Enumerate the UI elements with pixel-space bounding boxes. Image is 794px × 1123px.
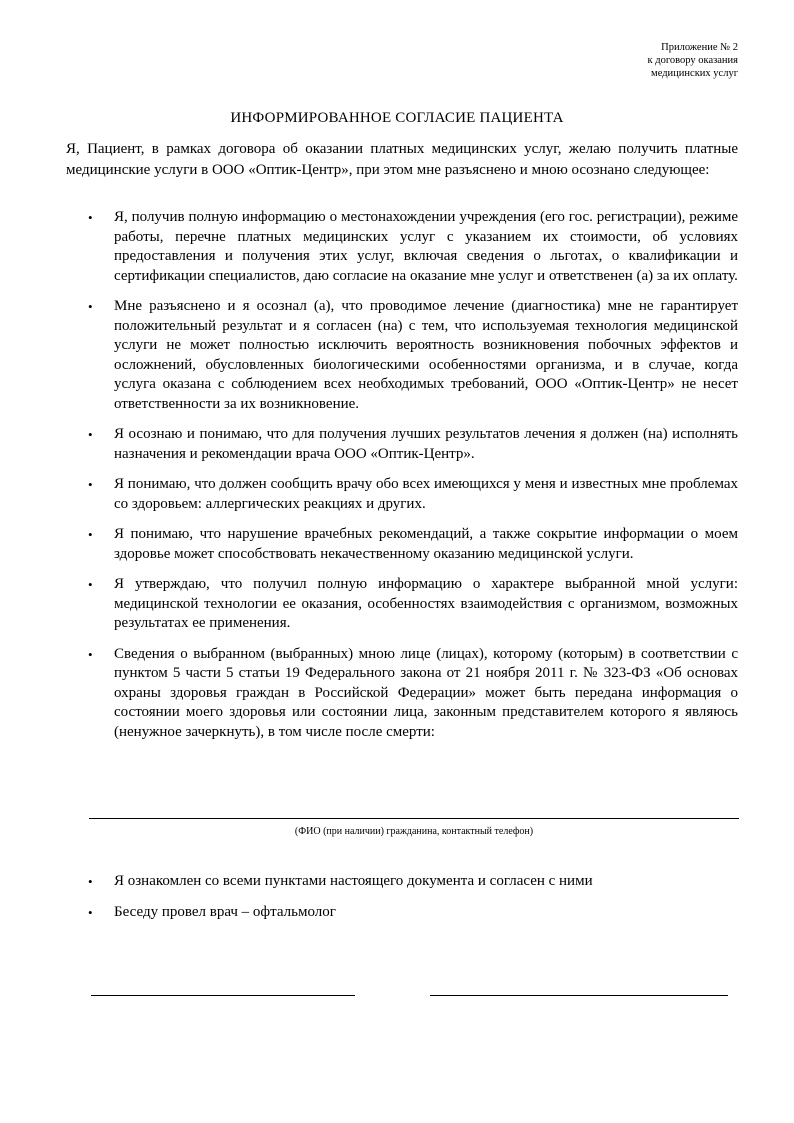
list-item-text: Я понимаю, что должен сообщить врачу обо всех имеющихся у меня и известных мне проблемах со здоровьем: аллергических реакциях и других. <box>114 476 738 512</box>
list-item <box>86 297 738 414</box>
acknowledgement-list <box>86 872 738 934</box>
annex-reference <box>538 41 738 80</box>
fio-caption: (ФИО (при наличии) гражданина, контактный телефон) <box>294 826 534 837</box>
list-item-text: Беседу провел врач – офтальмолог <box>114 904 336 920</box>
list-item <box>86 872 738 891</box>
list-item <box>86 525 738 564</box>
annex-line-3: медицинских услуг <box>651 68 738 79</box>
bullet-icon: • <box>88 427 93 442</box>
bullet-icon: • <box>88 577 93 592</box>
bullet-icon: • <box>88 299 93 314</box>
consent-items-list <box>86 208 738 753</box>
bullet-icon: • <box>88 905 93 920</box>
intro-paragraph: Я, Пациент, в рамках договора об оказании платных медицинских услуг, желаю получить платные медицинские услуги в ООО «Оптик-Центр», при этом мне разъяснено и мною осознано следующее: <box>66 141 738 178</box>
bullet-icon: • <box>88 874 93 889</box>
bullet-icon: • <box>88 210 93 225</box>
annex-line-2: к договору оказания <box>647 55 738 66</box>
list-item-text: Я утверждаю, что получил полную информацию о характере выбранной мной услуги: медицинской технологии ее оказания, особенностях взаимодействия с организмом, возможных результатах ее применения. <box>114 576 738 631</box>
bullet-icon: • <box>88 527 93 542</box>
patient-signature-line[interactable] <box>430 995 728 996</box>
bullet-icon: • <box>88 477 93 492</box>
list-item <box>86 208 738 286</box>
list-item-text: Я осознаю и понимаю, что для получения лучших результатов лечения я должен (на) исполнять назначения и рекомендации врача ООО «Оптик-Центр». <box>114 426 738 462</box>
list-item-text: Сведения о выбранном (выбранных) мною лице (лицах), которому (которым) в соответствии с пунктом 5 части 5 статьи 19 Федерального закона от 21 ноября 2011 г. № 323-ФЗ «Об основах охраны здоровья граждан в Российской Федерации» может быть передана информация о состоянии моего здоровья или состоянии лица, законным представителем которого я являюсь (ненужное зачеркнуть), в том числе после смерти: <box>114 645 738 740</box>
list-item <box>86 645 738 743</box>
fio-fill-line[interactable] <box>89 818 739 819</box>
list-item <box>86 425 738 464</box>
list-item-text: Я, получив полную информацию о местонахождении учреждения (его гос. регистрации), режиме работы, перечне платных медицинских услуг с указанием их стоимости, об условиях предоставления и получения этих услуг, включая сведения о льготах, о квалификации и сертификации специалистов, даю согласие на оказание мне услуг и ответственен (а) за их оплату. <box>114 209 738 284</box>
list-item <box>86 903 738 922</box>
list-item-text: Мне разъяснено и я осознал (а), что проводимое лечение (диагностика) мне не гарантирует положительный результат и я согласен (на) с тем, что используемая технология медицинской услуги не может полностью исключить вероятность возникновения побочных эффектов и осложнений, обусловленных биологическими особенностями организма, и в случае, когда услуга оказана с соблюдением всех необходимых требований, ООО «Оптик-Центр» не несет ответственности за их возникновение. <box>114 298 738 412</box>
doctor-signature-line[interactable] <box>91 995 355 996</box>
list-item <box>86 575 738 634</box>
list-item-text: Я ознакомлен со всеми пунктами настоящего документа и согласен с ними <box>114 873 593 889</box>
bullet-icon: • <box>88 646 93 662</box>
list-item-text: Я понимаю, что нарушение врачебных рекомендаций, а также сокрытие информации о моем здоровье может способствовать некачественному оказанию медицинской услуги. <box>114 526 738 562</box>
document-title: ИНФОРМИРОВАННОЕ СОГЛАСИЕ ПАЦИЕНТА <box>230 110 564 126</box>
annex-line-1: Приложение № 2 <box>661 42 738 53</box>
list-item <box>86 475 738 514</box>
